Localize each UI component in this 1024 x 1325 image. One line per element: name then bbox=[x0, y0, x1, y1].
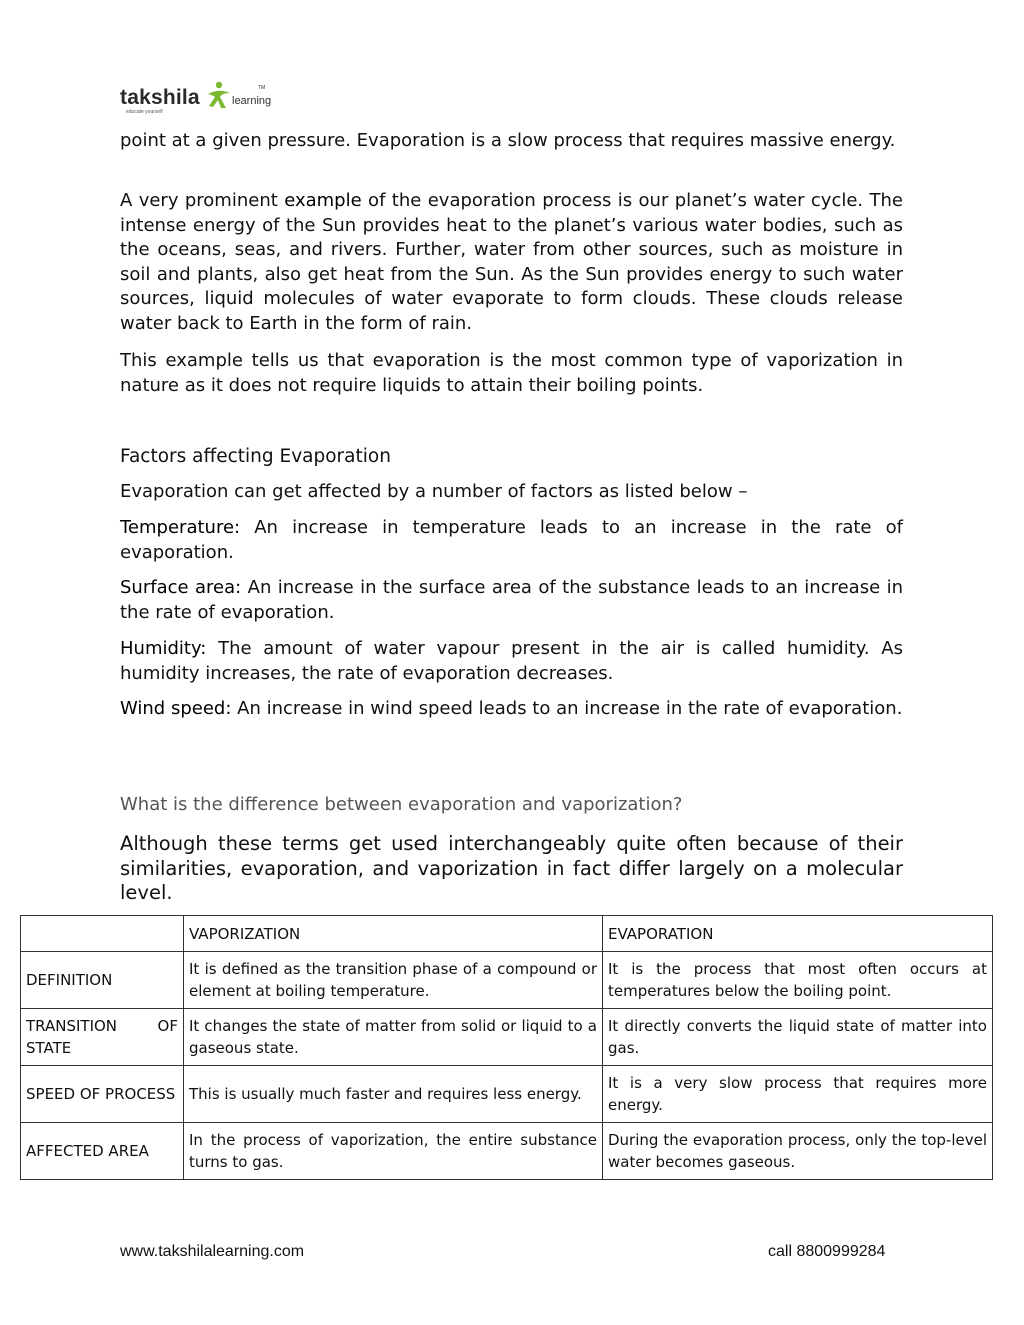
paragraph-water-cycle-body: of the evaporation process is our planet’s water cycle. The intense energy of the Sun provides heat to the planet’s various water bodies, such as the oceans, seas, and rivers. Further, water from other sources, such as moisture in soil and plants, also get heat from the Sun. As the Sun provides energy to such water sources, liquid molecules of water evaporate to form clouds. These clouds release water back to Earth in the form of rain. bbox=[120, 190, 904, 334]
table-cell: This is usually much faster and requires less energy. bbox=[184, 1066, 603, 1123]
table-cell: In the process of vaporization, the entire substance turns to gas. bbox=[184, 1123, 603, 1180]
logo-tagline: educate yourself bbox=[126, 109, 163, 115]
factors-intro: Evaporation can get affected by a number of factors as listed below – bbox=[120, 481, 748, 502]
table-cell: It changes the state of matter from solid or liquid to a gaseous state. bbox=[184, 1009, 603, 1066]
example-term: example bbox=[284, 190, 362, 211]
factor-text: An increase in the surface area of the substance leads to an increase in the rate of evaporation. bbox=[120, 577, 903, 623]
takshila-logo bbox=[120, 78, 290, 120]
table-cell: It is the process that most often occurs at temperatures below the boiling point. bbox=[603, 952, 993, 1009]
table-cell: During the evaporation process, only the top-level water becomes gaseous. bbox=[603, 1123, 993, 1180]
logo-figure-icon bbox=[204, 80, 234, 110]
table-row-label: DEFINITION bbox=[21, 952, 184, 1009]
factor-term: Wind speed: bbox=[120, 698, 232, 719]
table-row-label: AFFECTED AREA bbox=[21, 1123, 184, 1180]
logo-learning-text: learning bbox=[232, 95, 272, 107]
footer-phone: call 8800999284 bbox=[768, 1243, 886, 1260]
factors-heading: Factors affecting Evaporation bbox=[120, 446, 391, 467]
factor-term: Surface area: bbox=[120, 577, 242, 598]
table-row bbox=[21, 1123, 993, 1180]
comparison-table bbox=[20, 915, 993, 1180]
paragraph-water-cycle-lead: A very prominent bbox=[120, 190, 285, 211]
table-row bbox=[21, 952, 993, 1009]
difference-intro: Although these terms get used interchangeably quite often because of their similarities, evaporation, and vaporization in fact differ largely on a molecular level. bbox=[120, 832, 903, 904]
factor-temperature bbox=[120, 516, 903, 565]
logo-trademark: TM bbox=[258, 85, 266, 91]
factor-term: Temperature: bbox=[120, 517, 241, 538]
paragraph-common-vaporization: This example tells us that evaporation is the most common type of vaporization in nature as it does not require liquids to attain their boiling points. bbox=[120, 350, 903, 396]
paragraph-evaporation-energy: point at a given pressure. Evaporation is a slow process that requires massive energy. bbox=[120, 130, 896, 151]
factor-humidity bbox=[120, 637, 903, 686]
factor-text: The amount of water vapour present in the air is called humidity. As humidity increases, the rate of evaporation decreases. bbox=[120, 638, 903, 684]
table-header-row bbox=[21, 916, 993, 952]
factor-surface-area bbox=[120, 576, 903, 625]
factor-text: An increase in wind speed leads to an increase in the rate of evaporation. bbox=[231, 698, 903, 719]
footer-website-link[interactable]: www.takshilalearning.com bbox=[120, 1243, 305, 1260]
paragraph-water-cycle bbox=[120, 189, 903, 336]
table-cell: It is defined as the transition phase of a compound or element at boiling temperature. bbox=[184, 952, 603, 1009]
table-cell: It is a very slow process that requires more energy. bbox=[603, 1066, 993, 1123]
table-row bbox=[21, 1009, 993, 1066]
factor-term: Humidity: bbox=[120, 638, 207, 659]
logo-wordmark: takshila bbox=[120, 86, 200, 109]
table-cell: It directly converts the liquid state of matter into gas. bbox=[603, 1009, 993, 1066]
difference-heading: What is the difference between evaporation and vaporization? bbox=[120, 794, 683, 815]
table-header-cell bbox=[21, 916, 184, 952]
table-row-label: TRANSITION OF STATE bbox=[21, 1009, 184, 1066]
table-row-label: SPEED OF PROCESS bbox=[21, 1066, 184, 1123]
table-row bbox=[21, 1066, 993, 1123]
factor-text: An increase in temperature leads to an increase in the rate of evaporation. bbox=[120, 517, 903, 563]
table-header-cell: EVAPORATION bbox=[603, 916, 993, 952]
table-header-cell: VAPORIZATION bbox=[184, 916, 603, 952]
factor-wind-speed bbox=[120, 697, 903, 722]
